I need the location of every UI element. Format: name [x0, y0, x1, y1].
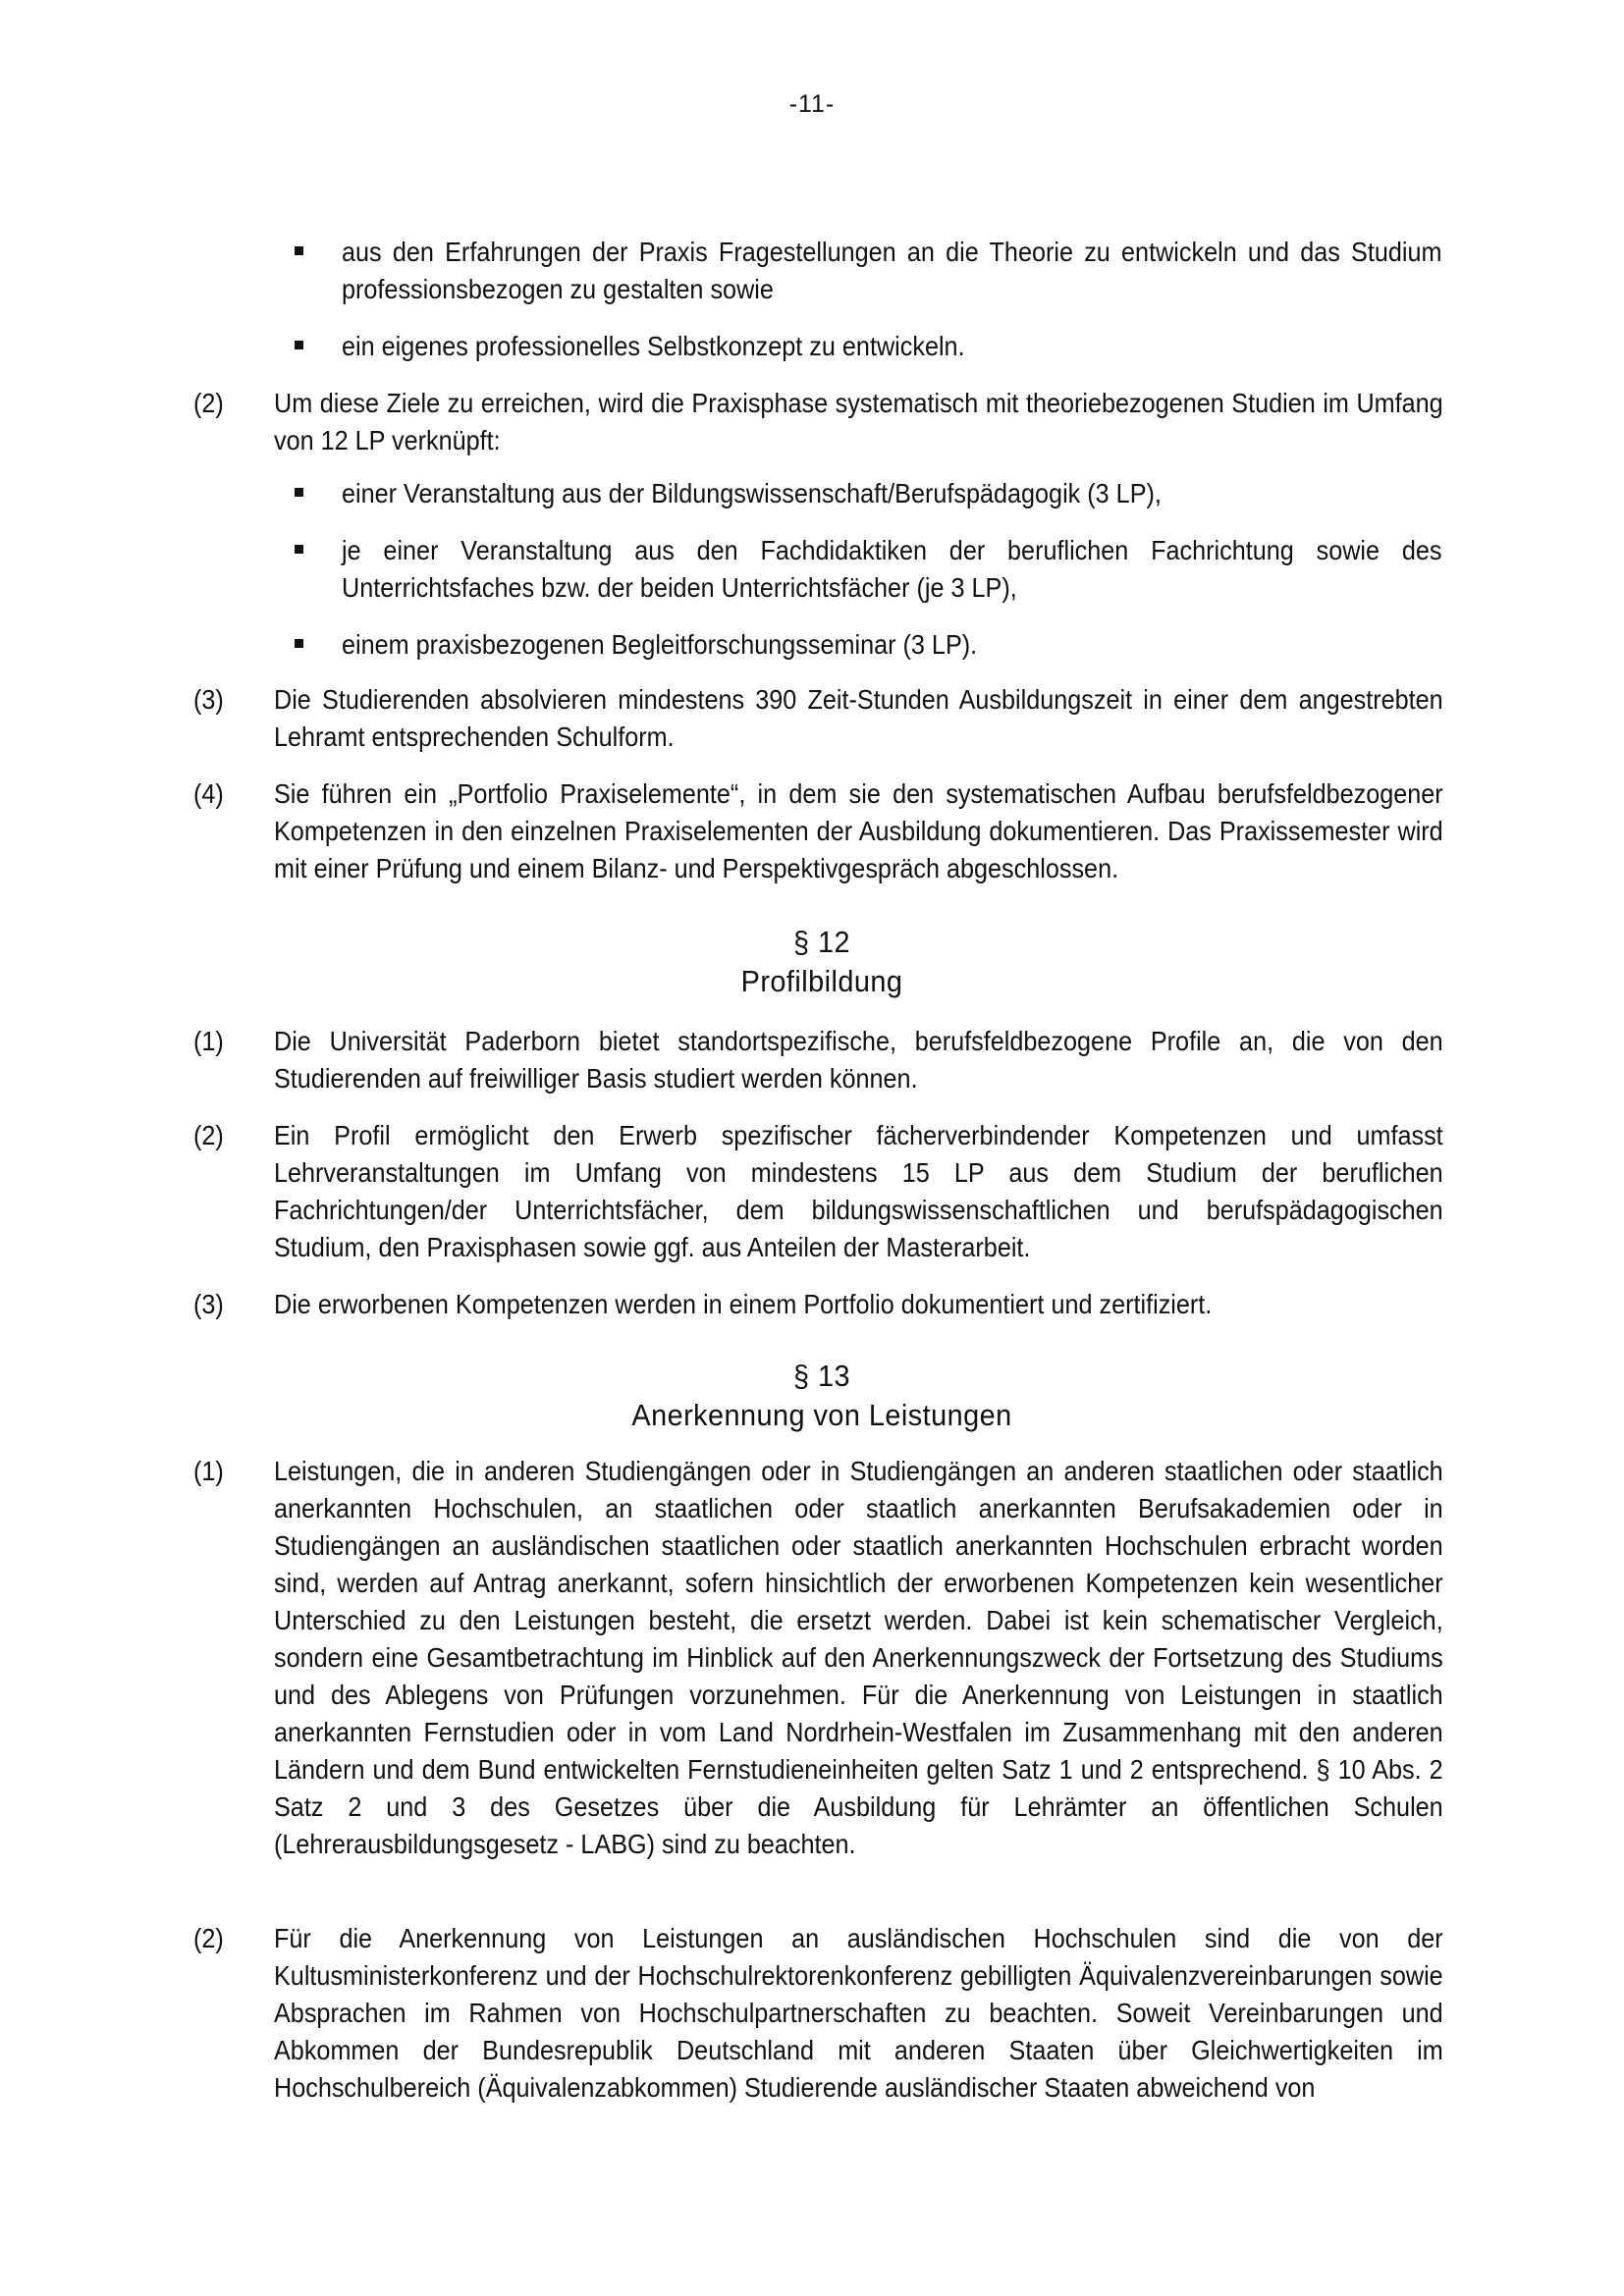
- bullet-icon: [295, 488, 303, 497]
- bullet-icon: [295, 545, 303, 554]
- paragraph: [193, 1286, 1443, 1323]
- paragraph-text: Die Universität Paderborn bietet standortspezifische, berufsfeldbezogene Profile an, die von den Studierenden auf freiwilliger Basis studiert werden können.: [274, 1026, 1443, 1094]
- paragraph-text: Für die Anerkennung von Leistungen an ausländischen Hochschulen sind die von der Kultusministerkonferenz und der Hochschulrektorenkonferenz gebilligten Äquivalenzvereinbarungen sowie Absprachen im Rahmen von Hochschulpartnerschaften zu beachten. Soweit Vereinbarungen und Abkommen der Bundesrepublik Deutschland mit anderen Staaten über Gleichwertigkeiten im Hochschulbereich (Äquivalenzabkommen) Studierende ausländischer Staaten abweichend von: [274, 1923, 1443, 2103]
- paragraph-number: (3): [193, 1289, 224, 1319]
- paragraph-text: Die Studierenden absolvieren mindestens 390 Zeit-Stunden Ausbildungszeit in einer dem angestrebten Lehramt entsprechenden Schulform.: [274, 684, 1443, 752]
- list-item-text: je einer Veranstaltung aus den Fachdidaktiken der beruflichen Fachrichtung sowie des Unterrichtsfaches bzw. der beiden Unterrichtsfächer (je 3 LP),: [342, 535, 1442, 603]
- list-item-text: einem praxisbezogenen Begleitforschungsseminar (3 LP).: [342, 629, 978, 660]
- list-item: [295, 626, 1443, 664]
- list-item-text: einer Veranstaltung aus der Bildungswissenschaft/Berufspädagogik (3 LP),: [342, 478, 1162, 508]
- paragraph: [193, 1117, 1443, 1266]
- bullet-icon: [295, 341, 303, 349]
- list-item-text: ein eigenes professionelles Selbstkonzept zu entwickeln.: [342, 331, 965, 361]
- paragraph: [193, 1920, 1443, 2107]
- paragraph-number: (2): [193, 1120, 224, 1150]
- list-item-text: aus den Erfahrungen der Praxis Fragestellungen an die Theorie zu entwickeln und das Studium professionsbezogen zu gestalten sowie: [342, 237, 1442, 304]
- bullet-icon: [295, 246, 303, 255]
- paragraph-text: Ein Profil ermöglicht den Erwerb spezifischer fächerverbindender Kompetenzen und umfasst Lehrveranstaltungen im Umfang von mindestens 15 LP aus dem Studium der beruflichen Fachrichtungen/der Unterrichtsfächer, dem bildungswissenschaftlichen und berufspädagogischen Studium, den Praxisphasen sowie ggf. aus Anteilen der Masterarbeit.: [274, 1120, 1443, 1262]
- list-item: [295, 234, 1443, 308]
- list-item: [295, 328, 1443, 365]
- paragraph: [193, 681, 1443, 756]
- section-title: Anerkennung von Leistungen: [631, 1398, 1012, 1432]
- paragraph-text: Sie führen ein „Portfolio Praxiselemente“, in dem sie den systematischen Aufbau berufsfeldbezogener Kompetenzen in den einzelnen Praxiselementen der Ausbildung dokumentieren. Das Praxissemester wird mit einer Prüfung und einem Bilanz- und Perspektivgespräch abgeschlossen.: [274, 778, 1443, 883]
- paragraph-number: (1): [193, 1026, 224, 1056]
- paragraph-text: Die erworbenen Kompetenzen werden in einem Portfolio dokumentiert und zertifiziert.: [274, 1289, 1213, 1319]
- section-number: § 12: [793, 925, 850, 959]
- paragraph: [193, 385, 1443, 459]
- paragraph-number: (4): [193, 778, 224, 809]
- paragraph: [193, 1453, 1443, 1863]
- paragraph: [193, 775, 1443, 887]
- paragraph-text: Um diese Ziele zu erreichen, wird die Praxisphase systematisch mit theoriebezogenen Studien im Umfang von 12 LP verknüpft:: [274, 388, 1443, 455]
- section-title: Profilbildung: [740, 964, 903, 998]
- paragraph-number: (3): [193, 684, 224, 715]
- paragraph: [193, 1023, 1443, 1097]
- list-item: [295, 532, 1443, 607]
- bullet-icon: [295, 639, 303, 648]
- paragraph-number: (1): [193, 1456, 224, 1486]
- paragraph-number: (2): [193, 388, 224, 418]
- page-number: -11-: [788, 90, 836, 118]
- paragraph-number: (2): [193, 1923, 224, 1953]
- section-number: § 13: [793, 1359, 850, 1393]
- list-item: [295, 475, 1443, 512]
- paragraph-text: Leistungen, die in anderen Studiengängen oder in Studiengängen an anderen staatlichen oder staatlich anerkannten Hochschulen, an staatlichen oder staatlich anerkannten Berufsakademien oder in Studiengängen an ausländischen staatlichen oder staatlich anerkannten Hochschulen erbracht worden sind, werden auf Antrag anerkannt, sofern hinsichtlich der erworbenen Kompetenzen kein wesentlicher Unterschied zu den Leistungen besteht, die ersetzt werden. Dabei ist kein schematischer Vergleich, sondern eine Gesamtbetrachtung im Hinblick auf den Anerkennungszweck der Fortsetzung des Studiums und des Ablegens von Prüfungen vorzunehmen. Für die Anerkennung von Leistungen in staatlich anerkannten Fernstudien oder in vom Land Nordrhein-Westfalen im Zusammenhang mit den anderen Ländern und dem Bund entwickelten Fernstudieneinheiten gelten Satz 1 und 2 entsprechend. § 10 Abs. 2 Satz 2 und 3 des Gesetzes über die Ausbildung für Lehrämter an öffentlichen Schulen (Lehrerausbildungsgesetz - LABG) sind zu beachten.: [274, 1456, 1443, 1859]
